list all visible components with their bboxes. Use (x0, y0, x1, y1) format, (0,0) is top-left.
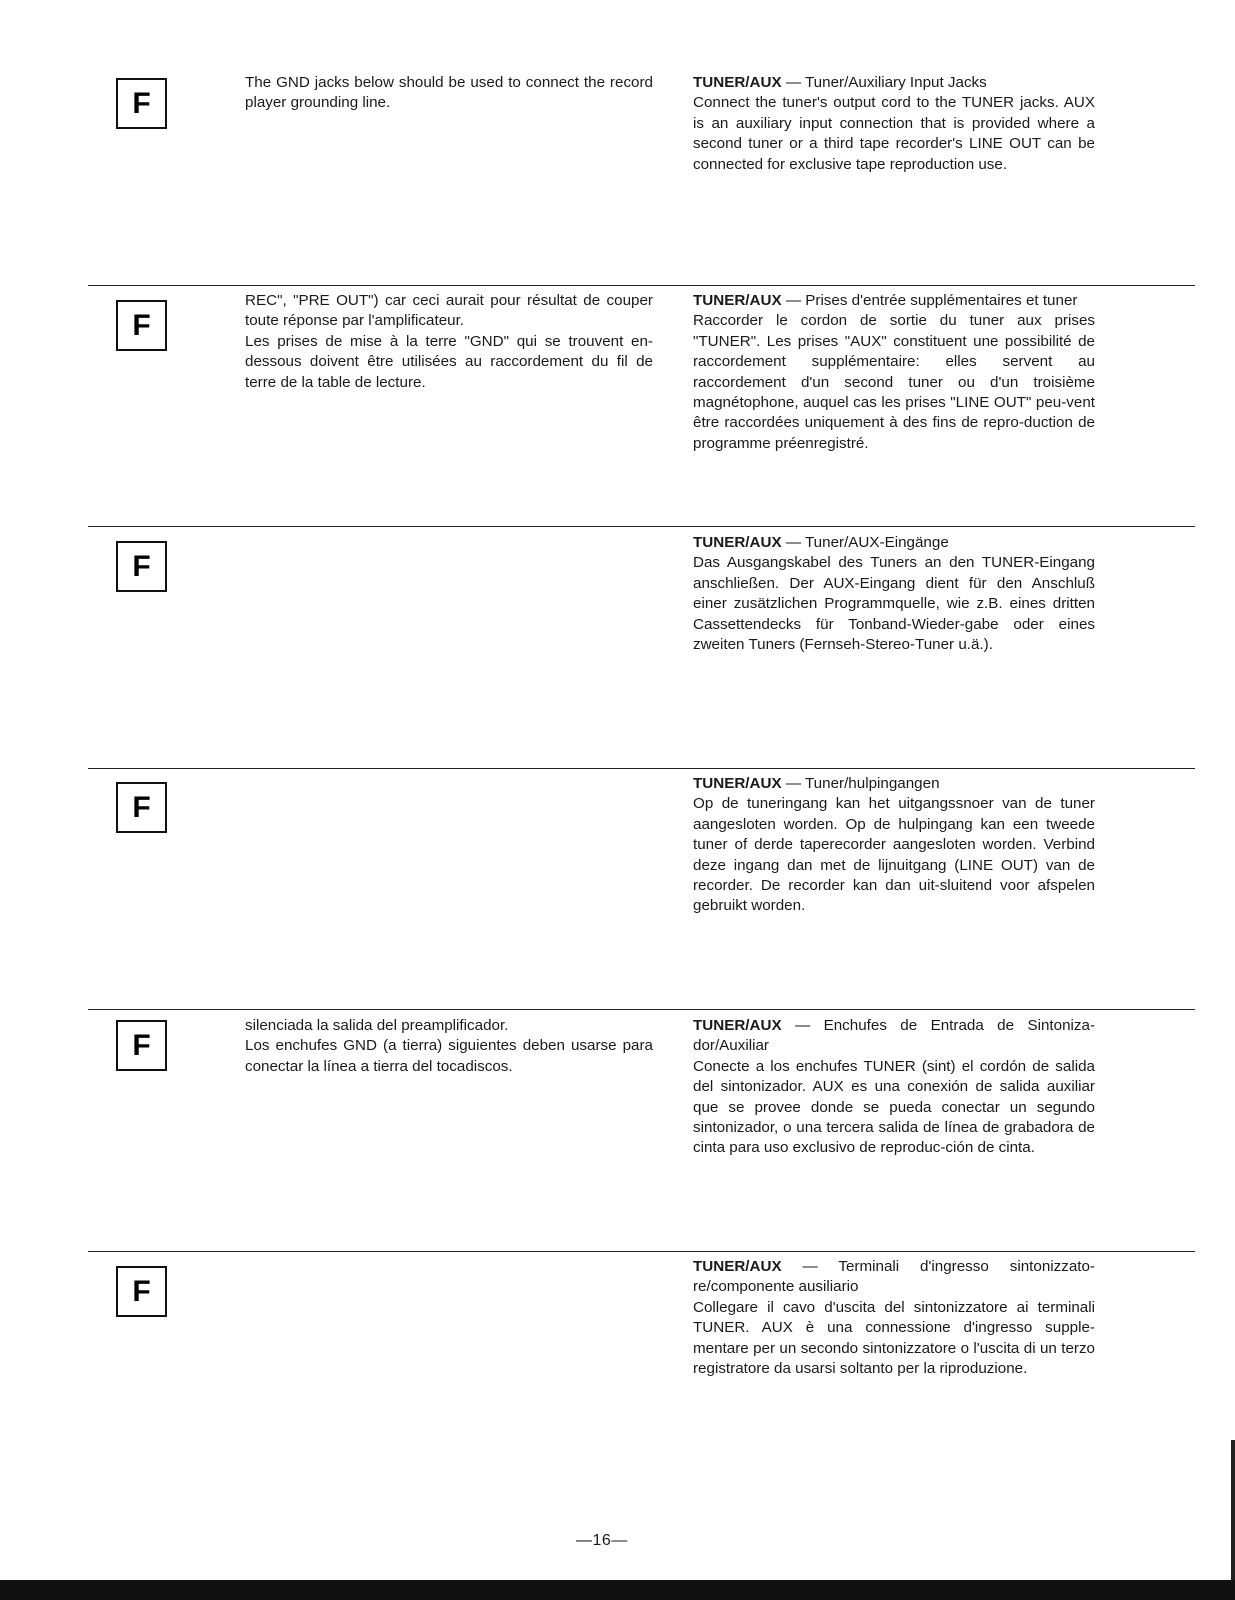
f-marker-letter: F (116, 541, 167, 592)
f-marker-icon (116, 1266, 170, 1320)
section-heading: TUNER/AUX (693, 1017, 782, 1034)
section-heading: TUNER/AUX (693, 74, 782, 91)
f-marker-icon (116, 78, 170, 132)
section-body: Das Ausgangskabel des Tuners an den TUNER-Eingang anschließen. Der AUX-Eingang dient für den Anschluß einer zusätzlichen Programmquelle, wie z.B. eines dritten Cassettendecks für Tonband-Wieder-gabe oder eines zweiten Tuners (Fernseh-Stereo-Tuner u.ä.). (693, 554, 1095, 654)
f-marker-letter: F (116, 1266, 167, 1317)
f-marker-icon (116, 541, 170, 595)
left-column (245, 1016, 653, 1077)
section-divider (88, 768, 1195, 769)
section-heading: TUNER/AUX (693, 1258, 782, 1275)
section-body: Connect the tuner's output cord to the TUNER jacks. AUX is an auxiliary input connection that is provided where a second tuner or a third tape recorder's LINE OUT can be connected for exclusive tape reproduction use. (693, 94, 1095, 173)
section-heading: TUNER/AUX (693, 292, 782, 309)
section-divider (88, 1009, 1195, 1010)
section-subtitle: Terminali d'ingresso sintonizzato-re/componente ausiliario (693, 1258, 1095, 1296)
right-column (693, 533, 1095, 655)
scan-bottom-edge (0, 1580, 1235, 1600)
right-column (693, 1016, 1095, 1159)
heading-dash: — (781, 74, 805, 91)
right-column (693, 1257, 1095, 1379)
f-marker-letter: F (116, 782, 167, 833)
section-body: Collegare il cavo d'uscita del sintonizzatore ai terminali TUNER. AUX è una connessione d'ingresso supple-mentare per un secondo sintonizzatore o l'uscita di un terzo registratore da usarsi soltanto per la riproduzione. (693, 1298, 1095, 1378)
section-divider (88, 1251, 1195, 1252)
section-subtitle: Tuner/hulpingangen (804, 775, 940, 792)
page-number: —16— (576, 1532, 628, 1549)
scan-edge (1231, 1440, 1235, 1580)
heading-dash: — (781, 1017, 824, 1034)
f-marker-icon (116, 300, 170, 354)
left-paragraph: Los enchufes GND (a tierra) siguientes deben usarse para conectar la línea a tierra del tocadiscos. (245, 1037, 653, 1075)
f-marker-letter: F (116, 78, 167, 129)
section-heading: TUNER/AUX (693, 775, 782, 792)
f-marker-letter: F (116, 1020, 167, 1071)
section-divider (88, 526, 1195, 527)
f-marker-icon (116, 1020, 170, 1074)
section-subtitle: Prises d'entrée supplémentaires et tuner (805, 292, 1078, 309)
heading-dash: — (781, 1258, 839, 1275)
left-paragraph: Les prises de mise à la terre "GND" qui se trouvent en-dessous doivent être utilisées au raccordement du fil de terre de la table de lecture. (245, 332, 653, 391)
left-paragraph: REC", "PRE OUT") car ceci aurait pour résultat de couper toute réponse par l'amplificateur. (245, 292, 653, 330)
left-column (245, 73, 653, 114)
heading-dash: — (781, 775, 805, 792)
section-body: Op de tuneringang kan het uitgangssnoer van de tuner aangesloten worden. Op de hulpingang kan een tweede tuner of derde taperecorder aangesloten worden. Verbind deze ingang dan met de lijnuitgang (LINE OUT) van de recorder. De recorder kan dan uit-sluitend voor afspelen gebruikt worden. (693, 795, 1095, 915)
section-subtitle: Enchufes de Entrada de Sintoniza-dor/Auxiliar (693, 1017, 1095, 1055)
section-heading: TUNER/AUX (693, 534, 782, 551)
section-subtitle: Tuner/Auxiliary Input Jacks (804, 74, 987, 91)
left-column (245, 291, 653, 393)
section-body: Conecte a los enchufes TUNER (sint) el cordón de salida del sintonizador. AUX es una conexión de salida auxiliar que se provee donde se pueda conectar un segundo sintonizador, o una tercera salida de línea de grabadora de cinta para uso exclusivo de reproduc-ción de cinta. (693, 1057, 1095, 1157)
section-subtitle: Tuner/AUX-Eingänge (804, 534, 949, 551)
heading-dash: — (781, 534, 805, 551)
f-marker-letter: F (116, 300, 167, 351)
section-body: Raccorder le cordon de sortie du tuner aux prises "TUNER". Les prises "AUX" constituent une possibilité de raccordement supplémentaire: elles servent au raccordement d'un second tuner ou d'un troisième magnétophone, auquel cas les prises "LINE OUT" peu-vent être raccordées uniquement à des fins de repro-duction de programme préenregistré. (693, 312, 1095, 452)
f-marker-icon (116, 782, 170, 836)
left-paragraph: silenciada la salida del preamplificador. (245, 1017, 509, 1034)
right-column (693, 291, 1095, 454)
section-divider (88, 285, 1195, 286)
right-column (693, 774, 1095, 917)
right-column (693, 73, 1095, 175)
left-paragraph: The GND jacks below should be used to connect the record player grounding line. (245, 74, 653, 112)
heading-dash: — (781, 292, 806, 309)
